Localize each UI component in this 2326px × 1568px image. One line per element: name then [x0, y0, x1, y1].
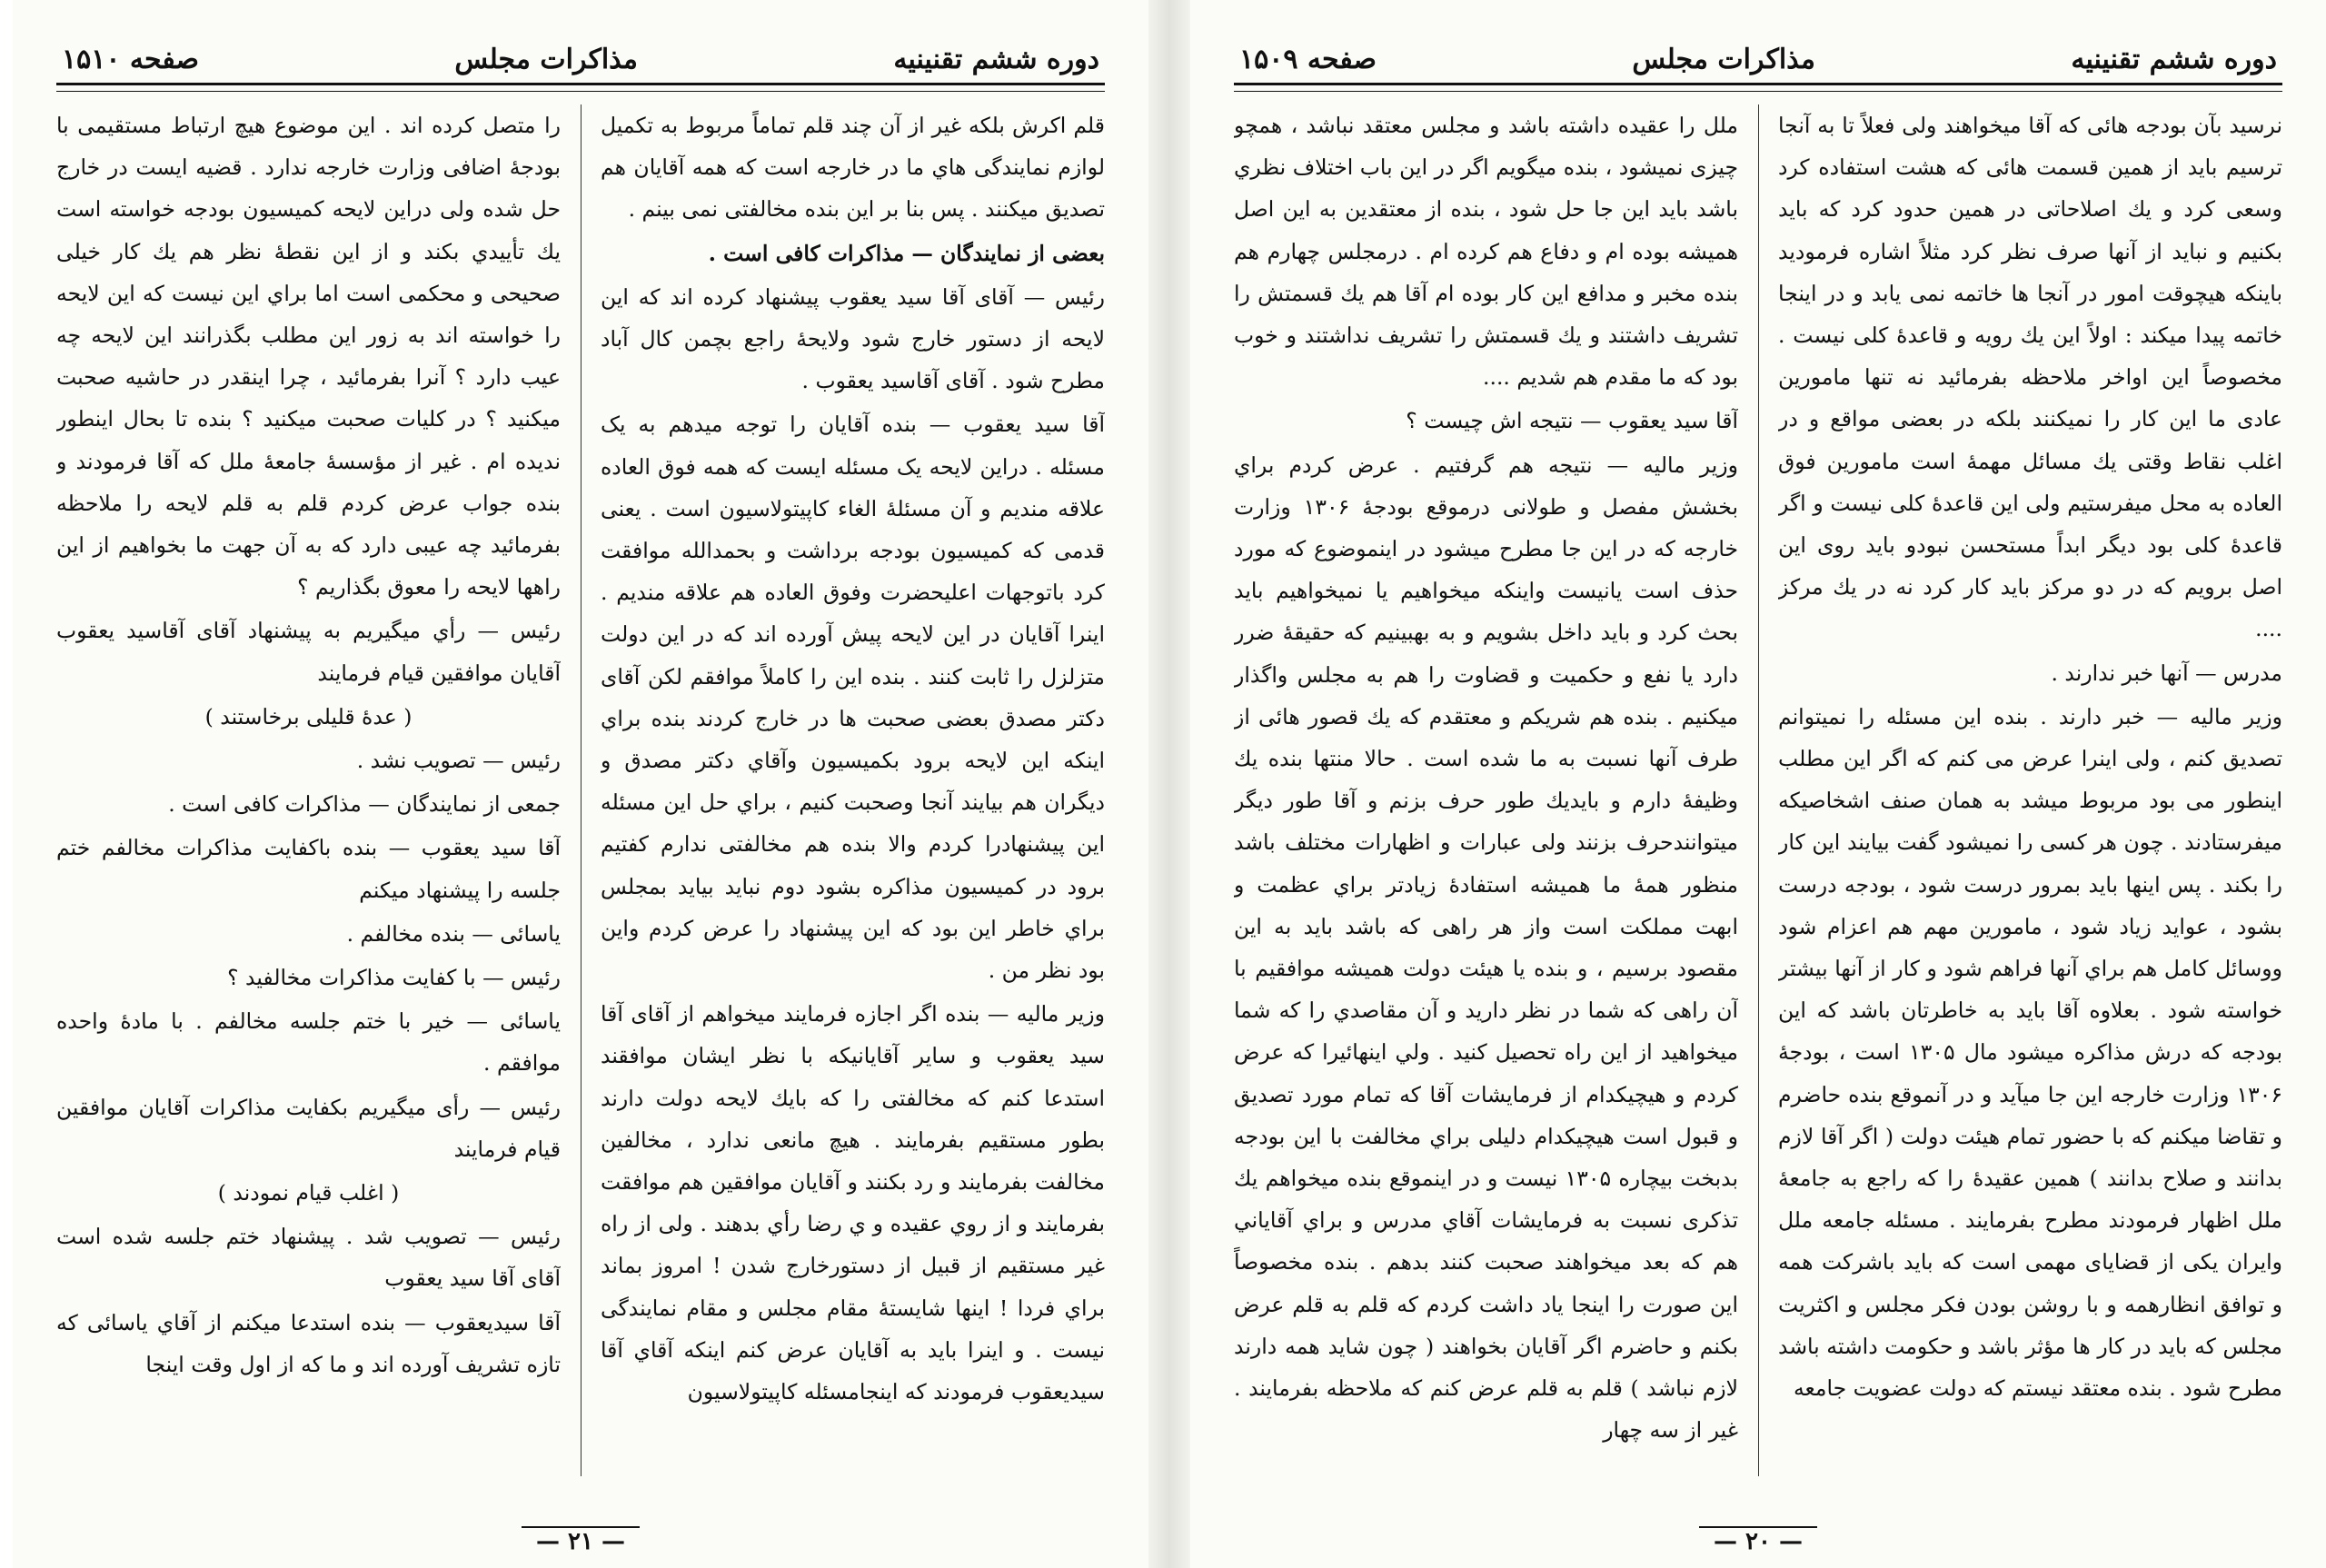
- paragraph: آقا سید یعقوب — بنده آقایان را توجه میدهم به یک مسئله . دراین لایحه یک مسئله ایست که همه فوق العاده علاقه مندیم و آن مسئلهٔ الغاء کاپیتولاسیون است . یعنی قدمی که کمیسیون بودجه برداشت و بحمدالله موافقت کرد باتوجهات اعلیحضرت وفوق العاده هم علاقه مندیم . اینرا آقایان در این لایحه پیش آورده اند که در این دولت متزلزل را ثابت کنند . بنده این را کاملاً موافقم لکن آقای دکتر مصدق بعضی صحبت ها در خارج کردند بنده براي اینکه این لایحه برود بکمیسیون وآقاي دکتر مصدق و دیگران هم بیایند آنجا وصحبت کنیم ، براي حل این مسئله این پیشنهادرا کردم والا بنده هم مخالفتی ندارم کفتیم برود در کمیسیون مذاکره بشود دوم نباید بیاید بمجلس براي خاطر این بود که این پیشنهاد را عرض کردم واین بود نظر من .: [601, 412, 1105, 984]
- paragraph: ( اغلب قیام نمودند ): [217, 1180, 400, 1206]
- column-left: [56, 104, 561, 1476]
- text-columns: [1234, 104, 2282, 1476]
- paragraph: قلم اکرش بلکه غیر از آن چند قلم تماماً مربوط به تکمیل لوازم نمایندگی هاي ما در خارجه است که همه آقایان هم تصدیق میکنند . پس بنا بر این بنده مخالفتی نمی بینم .: [601, 113, 1105, 223]
- column-right: [601, 104, 1105, 1476]
- page-header: [1234, 44, 2282, 83]
- column-divider: [581, 104, 582, 1476]
- book-gutter: [1148, 0, 1190, 1568]
- page-footer: [13, 1528, 1148, 1555]
- header-rule-thin: [56, 91, 1105, 92]
- paragraph: ملل را عقیده داشته باشد و مجلس معتقد نباشد ، همچو چیزی نمیشود ، بنده میگویم اگر در این باب اختلاف نظري باشد باید این جا حل شود ، بنده از معتقدین به این اصل همیشه بوده ام و دفاع هم کرده ام . درمجلس چهارم هم بنده مخبر و مدافع این کار بوده ام آقا هم یك قسمتش را تشریف داشتند و یك قسمتش را تشریف نداشتند و خوب بود که ما مقدم هم شدیم ....: [1234, 113, 1738, 391]
- column-divider: [1758, 104, 1759, 1476]
- paragraph: وزیر مالیه — بنده اگر اجازه فرمایند میخواهم از آقای آقا سید یعقوب و سایر آقایانیکه با نظر ایشان موافقند استدعا کنم که مخالفتی را که بایك لایحه دولت دارند بطور مستقیم بفرمایند . هیچ مانعی ندارد ، مخالفین مخالفت بفرمایند و رد بکنند و آقایان موافقین هم موافقت بفرمایند و از روي عقیده و ي رضا رأي بدهند . ولی از راه غیر مستقیم از قبیل از دستورخارج شدن ! امروز بماند براي فردا ! اینها شایستهٔ مقام مجلس و مقام نمایندگی نیست . و اینرا باید به آقایان عرض کنم اینکه آقاي آقا سیدیعقوب فرمودند که اینجامسئله کاپیتولاسیون: [601, 1001, 1105, 1405]
- paragraph: رئیس — رأی میگیریم بکفایت مذاکرات آقایان موافقین قیام فرمایند: [56, 1094, 561, 1162]
- column-right: [1778, 104, 2282, 1476]
- paragraph: رئیس — با کفایت مذاکرات مخالفید ؟: [227, 965, 561, 991]
- page-number-label: صفحه ۱۵۰۹: [1239, 44, 1377, 75]
- journal-title: مذاکرات مجلس: [1632, 44, 1815, 75]
- paragraph: رئیس — تصویب نشد .: [356, 748, 561, 774]
- paragraph: آقا سید یعقوب — نتیجه اش چیست ؟: [1406, 408, 1738, 434]
- paragraph: بعضی از نمایندگان — مذاکرات کافی است .: [708, 240, 1105, 266]
- paragraph: رئیس — تصویب شد . پیشنهاد ختم جلسه شده است آقای آقا سید یعقوب: [56, 1224, 561, 1292]
- footer-page-number: — ۲۱ —: [522, 1526, 640, 1555]
- page-number-label: صفحه ۱۵۱۰: [62, 44, 200, 75]
- page-1509: [1190, 0, 2326, 1568]
- paragraph: مدرس — آنها خبر ندارند .: [2051, 660, 2282, 686]
- page-footer: [1190, 1528, 2326, 1555]
- text-columns: [56, 104, 1105, 1476]
- paragraph: را متصل کرده اند . این موضوع هیچ ارتباط مستقیمی با بودجهٔ اضافی وزارت خارجه ندارد . قضیه ایست در خارج حل شده ولی دراین لایحه کمیسیون بودجه خواسته است یك تأییدي بکند و از این نقطهٔ نظر هم یك کار خیلی صحیحی و محکمی است اما براي این نیست که این لایحه را خواسته اند به زور این مطلب بگذرانند این لایحه چه عیب دارد ؟ آنرا بفرمائید ، چرا اینقدر در حاشیه صحبت میکنید ؟ در کلیات صحبت میکنید ؟ بنده تا بحال اینطور ندیده ام . غیر از مؤسسهٔ جامعهٔ ملل که آقا فرمودند و بنده جواب عرض کردم قلم به قلم لایحه را ملاحظه بفرمائید چه عیبی دارد که به آن جهت ما بخواهیم از این راهها لایحه را معوق بگذاریم ؟: [56, 113, 561, 600]
- paragraph: رئیس — آقای آقا سید یعقوب پیشنهاد کرده اند که این لایحه از دستور خارج شود ولایحهٔ راجع بچمن کال آباد مطرح شود . آقای آقاسید یعقوب .: [601, 283, 1105, 394]
- column-left: [1234, 104, 1738, 1476]
- footer-page-number: — ۲۰ —: [1699, 1526, 1817, 1555]
- paragraph: ( عدهٔ قلیلی برخاستند ): [204, 703, 413, 729]
- paragraph: یاسائی — بنده مخالفم .: [346, 920, 561, 947]
- period-title: دوره ششم تقنینیه: [2071, 44, 2277, 75]
- paragraph: رئیس — رأي میگیریم به پیشنهاد آقای آقاسید یعقوب آقایان موافقین قیام فرمایند: [56, 618, 561, 686]
- paragraph: جمعی از نمایندگان — مذاکرات کافی است .: [168, 791, 561, 818]
- paragraph: نرسید بآن بودجه هائی که آقا میخواهند ولی فعلاً تا به آنجا ترسیم باید از همین قسمت هائی که هشت استفاده کرد وسعی کرد و یك اصلاحاتی در همین حدود کرد که باید بکنیم و نباید از آنها صرف نظر کرد مثلاً اشاره فرمودید باینکه هیچوقت امور در آنجا ها خاتمه نمی یابد و در اینجا خاتمه پیدا میکند : اولاً این یك رویه و قاعدهٔ کلی نیست . مخصوصاً این اواخر ملاحظه بفرمائید نه تنها مامورین عادی ما این کار را نمیکنند بلکه در بعضی مواقع و در اغلب نقاط وقتی یك مسائل مهمهٔ است مامورین فوق العاده به محل میفرستیم ولی این قاعدهٔ کلی نیست و اگر قاعدهٔ کلی بود دیگر ابداً مستحسن نبودو باید روی این اصل برویم که در دو مرکز باید کار کرد نه در یك مرکز ....: [1778, 113, 2282, 642]
- header-rule: [1234, 83, 2282, 85]
- page-header: [56, 44, 1105, 83]
- paragraph: آقا سید یعقوب — بنده باکفایت مذاکرات مخالفم ختم جلسه را پیشنهاد میکنم: [56, 835, 561, 903]
- paragraph: یاسائی — خیر با ختم جلسه مخالفم . با مادهٔ واحده موافقم .: [56, 1008, 561, 1077]
- page-1510: [13, 0, 1148, 1568]
- paragraph: وزیر مالیه — خبر دارند . بنده این مسئله را نمیتوانم تصدیق کنم ، ولی اینرا عرض می کنم که اگر این مطلب اینطور می بود مربوط میشد به همان صنف اشخاصیکه میفرستادند . چون هر کسی را نمیشود گفت بیایند این کار را بکند . پس اینها باید بمرور درست شود ، بودجه درست بشود ، عواید زیاد شود ، مامورین مهم هم اعزام شود ووسائل کامل هم براي آنها فراهم شود و کار از آنها بیشتر خواسته شود . بعلاوه آقا باید به خاطرتان باشد که این بودجه که درش مذاکره میشود مال ۱۳۰۵ است ، بودجهٔ ۱۳۰۶ وزارت خارجه این جا میآید و در آنموقع بنده حاضرم و تقاضا میکنم که با حضور تمام هیئت دولت ( اگر آقا لازم بدانند و صلاح بدانند ) همین عقیدهٔ را که راجع به جامعهٔ ملل اظهار فرمودند مطرح بفرمایند . مسئله جامعه ملل وایران یکی از قضایای مهمی است که باید باشرکت همه و توافق انظارهمه و با روشن بودن فکر مجلس و اکثریت مجلس که باید در کار ها مؤثر باشد و حکومت داشته باشد مطرح شود . بنده معتقد نیستم که دولت عضویت جامعه: [1778, 703, 2282, 1402]
- journal-title: مذاکرات مجلس: [454, 44, 638, 75]
- period-title: دوره ششم تقنینیه: [893, 44, 1099, 75]
- header-rule: [56, 83, 1105, 85]
- paragraph: وزیر مالیه — نتیجه هم گرفتیم . عرض کردم براي بخشش مفصل و طولانی درموقع بودجهٔ ۱۳۰۶ وزارت خارجه که در این جا مطرح میشود در اینموضوع که مورد حذف است یانیست واینکه میخواهیم یا نمیخواهیم باید بحث کرد و باید داخل بشویم و به بهبینیم که حقیقهٔ ضرر دارد یا نفع و حکمیت و قضاوت را هم به مجلس واگذار میکنیم . بنده هم شریکم و معتقدم که یك قصور هائی از طرف آنها نسبت به ما شده است . حالا منتها بنده یك وظیفهٔ دارم و بایدیك طور حرف بزنم و آقا طور دیگر میتوانندحرف بزنند ولی عبارات و اظهارات مختلف باشد منظور همهٔ ما همیشه استفادهٔ زیادتر براي عظمت و ابهت مملکت است واز هر راهی که باشد باید به این مقصود برسیم ، و بنده یا هیئت دولت همیشه موافقیم با آن راهی که شما در نظر دارید و آن مقاصدي را که شما میخواهید از این راه تحصیل کنید . ولي اینهائیرا که عرض کردم و هیچیکدام از فرمایشات آقا که تمام مورد تصدیق و قبول است هیچیکدام دلیلی براي مخالفت با این بودجه بدبخت بیچاره ۱۳۰۵ نیست و در اینموقع بنده میخواهم یك تذکری نسبت به فرمایشات آقاي مدرس و براي آقایاني هم که بعد میخواهند صحبت کنند بدهم . بنده مخصوصاً این صورت را اینجا یاد داشت کردم که قلم به قلم عرض بکنم و حاضرم اگر آقایان بخواهند ( چون شاید همه دارند لازم نباشد ) قلم به قلم عرض کنم که ملاحظه بفرمایند . غیر از سه چهار: [1234, 452, 1738, 1444]
- header-rule-thin: [1234, 91, 2282, 92]
- paragraph: آقا سیدیعقوب — بنده استدعا میکنم از آقاي یاسائی که تازه تشریف آورده اند و ما که از اول وقت اینجا: [56, 1309, 561, 1377]
